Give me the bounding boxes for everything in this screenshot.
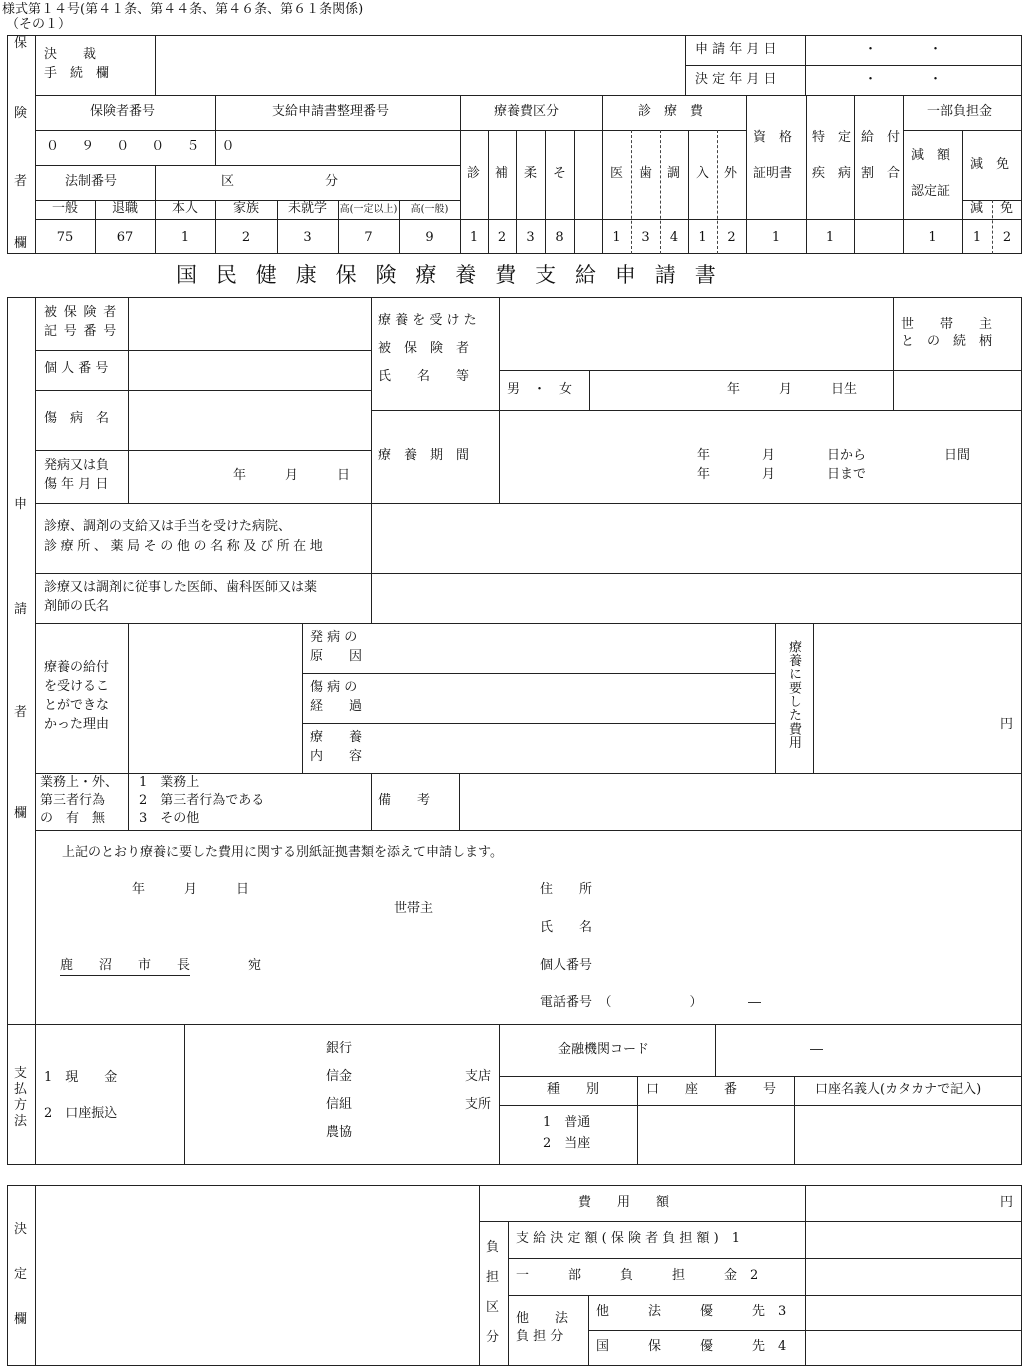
work-label-2: 第三者行為	[40, 793, 106, 808]
period-days[interactable]: 日間	[944, 448, 971, 463]
sub-h-7: 高(一般)	[410, 204, 449, 215]
acct-no-field[interactable]	[640, 1108, 791, 1162]
burden-side-4: 分	[486, 1330, 500, 1345]
applicant-side-3: 者	[14, 705, 28, 720]
apply-date-label: 申 請 年 月 日	[695, 42, 777, 57]
cat-col-2: 補	[495, 166, 509, 181]
insurer-side-3: 者	[14, 174, 28, 189]
work-label-1: 業務上・外、	[40, 775, 119, 790]
cat-v-3: 3	[526, 230, 535, 245]
insurer-side-1: 保	[14, 36, 28, 51]
decide-date-dots[interactable]: ・ ・	[864, 72, 943, 87]
burden-row-3: 他 法 優 先 3	[596, 1304, 787, 1319]
recipient-1: 療 養 を 受 け た	[378, 313, 477, 328]
burden-row-1: 支 給 決 定 額 ( 保 険 者 負 担 額 ) 1	[516, 1231, 741, 1246]
sub-h-2: 退職	[111, 201, 138, 216]
decision-side-2: 定	[14, 1267, 28, 1282]
acct-type-label: 種 別	[547, 1082, 600, 1097]
sub-v-3: 1	[180, 230, 190, 245]
cat-col-4: そ	[553, 166, 567, 181]
exemption-label: 減 免	[970, 157, 1010, 172]
sub-h-4: 家族	[232, 201, 259, 216]
progress-label-2: 経 過	[310, 699, 363, 714]
household-rel-2: と の 続 柄	[901, 334, 993, 349]
insurer-no-label: 保険者番号	[90, 104, 156, 119]
personal-no-field[interactable]	[131, 353, 368, 387]
sub-v-7: 9	[425, 230, 434, 245]
content-label-2: 内 容	[310, 749, 363, 764]
progress-label-1: 傷 病 の	[310, 680, 358, 695]
fin-code-label: 金融機関コード	[558, 1042, 650, 1057]
legal-no-label: 法制番号	[65, 174, 118, 189]
phone-label[interactable]: 電話番号 （ ） ―	[540, 995, 762, 1010]
name-label: 氏 名	[540, 920, 593, 935]
acct-no-label: 口 座 番 号	[646, 1082, 777, 1097]
recipient-name-field[interactable]	[502, 300, 890, 367]
sub-v-1: 75	[56, 230, 74, 245]
reason-label-4: かった理由	[44, 717, 110, 732]
form-number: 様式第１４号(第４１条、第４４条、第４６条、第６１条関係)	[2, 2, 364, 17]
reason-label-3: とができな	[44, 698, 110, 713]
content-label-1: 療 養	[310, 730, 363, 745]
cat-col-3: 柔	[524, 166, 538, 181]
insured-no-field[interactable]	[131, 300, 368, 347]
bank-type-2: 信金	[326, 1069, 353, 1084]
address-label: 住 所	[540, 882, 593, 897]
fee-v-5: 2	[727, 230, 736, 245]
sub-h-1: 一般	[51, 201, 78, 216]
decision-side-3: 欄	[14, 1312, 28, 1327]
qualification-2: 証明書	[753, 166, 793, 181]
exempt-h-2: 免	[1000, 201, 1014, 216]
payment-side-4: 法	[14, 1114, 28, 1129]
burden-side-2: 担	[486, 1270, 500, 1285]
personal-no2-label: 個人番号	[540, 958, 593, 973]
cause-label-2: 原 因	[310, 649, 363, 664]
apply-date-dots[interactable]: ・ ・	[864, 42, 943, 57]
exempt-v-2: 2	[1002, 230, 1012, 245]
payment-side-2: 払	[14, 1082, 28, 1097]
partial-burden-field[interactable]	[808, 1261, 1019, 1292]
addressee: 鹿 沼 市 長	[60, 958, 190, 976]
medical-fee-label: 診 療 費	[638, 104, 704, 119]
burden-side-3: 区	[486, 1300, 500, 1315]
head-label: 世帯主	[394, 901, 434, 916]
acct-type-2[interactable]: 2 当座	[543, 1136, 591, 1151]
sex-select[interactable]: 男 ・ 女	[507, 382, 573, 397]
acct-holder-label: 口座名義人(カタカナで記入)	[815, 1082, 982, 1097]
work-option-1[interactable]: 1 業務上	[139, 775, 200, 790]
facility-label-1: 診療、調剤の支給又は手当を受けた病院、	[44, 519, 292, 534]
cause-label-1: 発 病 の	[310, 630, 358, 645]
applicant-side-2: 請	[14, 602, 28, 617]
work-label-3: の 有 無	[40, 811, 106, 826]
fee-v-4: 1	[698, 230, 707, 245]
other-law-1: 他 法	[516, 1311, 569, 1326]
apply-date[interactable]: 年 月 日	[132, 882, 250, 897]
declaration: 上記のとおり療養に要した費用に関する別紙証拠書類を添えて申請します。	[62, 845, 503, 860]
specific-disease-2: 疾 病	[812, 166, 852, 181]
reason-label-1: 療養の給付	[44, 660, 110, 675]
insurer-side-4: 欄	[14, 236, 28, 251]
benefit-rate-2: 割 合	[861, 166, 901, 181]
cost-amount-label: 費 用 額	[578, 1195, 670, 1210]
form-sub: （その１）	[6, 17, 72, 32]
exempt-h-1: 減	[970, 201, 984, 216]
progress-field[interactable]	[374, 676, 772, 720]
insured-no-1: 被 保 険 者	[44, 305, 118, 320]
acct-holder-field[interactable]	[797, 1108, 1019, 1162]
reduction-cert-1: 減 額	[911, 148, 951, 163]
bank-type-4: 農協	[326, 1125, 353, 1140]
decision-field[interactable]	[38, 1188, 476, 1363]
branch-type-2: 支所	[465, 1097, 492, 1112]
facility-label-2: 診 療 所 、 薬 局 そ の 他 の 名 称 及 び 所 在 地	[44, 539, 323, 554]
sub-v-2: 67	[116, 230, 134, 245]
insurer-no-value: ０ ９ ０ ０ ５ ０	[46, 139, 240, 154]
onset-date[interactable]: 年 月 日	[233, 468, 351, 483]
branch-type-1: 支店	[465, 1069, 492, 1084]
payment-side-3: 方	[14, 1098, 28, 1113]
sub-v-4: 2	[241, 230, 251, 245]
exempt-v-1: 1	[972, 230, 982, 245]
insured-no-2: 記 号 番 号	[44, 324, 118, 339]
cost-field[interactable]	[816, 626, 996, 770]
work-option-3[interactable]: 3 その他	[139, 811, 200, 826]
period-label: 療 養 期 間	[378, 448, 470, 463]
insurer-side-2: 険	[14, 106, 28, 121]
method-2[interactable]: 2 口座振込	[44, 1106, 118, 1121]
birth-date[interactable]: 年 月 日生	[727, 382, 858, 397]
sub-h-6: 高(一定以上)	[339, 204, 398, 215]
reduction-v: 1	[928, 230, 937, 245]
content-field[interactable]	[374, 726, 772, 770]
other-law-2: 負 担 分	[516, 1329, 564, 1344]
work-option-2[interactable]: 2 第三者行為である	[139, 793, 265, 808]
recipient-2: 被 保 険 者	[378, 341, 470, 356]
benefit-rate-1: 給 付	[861, 130, 901, 145]
facility-field[interactable]	[374, 506, 1019, 570]
benefit-amount-field[interactable]	[808, 1224, 1019, 1255]
bank-type-3: 信組	[326, 1097, 353, 1112]
reason-label-2: を受けるこ	[44, 679, 110, 694]
decision-proc-1: 決 裁	[44, 47, 97, 62]
recipient-3: 氏 名 等	[378, 369, 470, 384]
burden-row-4: 国 保 優 先 4	[596, 1339, 787, 1354]
remarks-field[interactable]	[462, 776, 1019, 827]
decision-proc-2: 手 続 欄	[44, 66, 110, 81]
nhi-priority-field[interactable]	[808, 1333, 1019, 1363]
onset-label-1: 発病又は負	[44, 458, 110, 473]
period-from[interactable]: 年 月 日から	[697, 448, 867, 463]
cat-v-1: 1	[469, 230, 479, 245]
addressee-suffix: 宛	[248, 958, 262, 973]
fee-col-4: 入	[696, 166, 710, 181]
cost-yen: 円	[1000, 717, 1014, 732]
fee-v-2: 3	[641, 230, 650, 245]
sub-v-5: 3	[303, 230, 312, 245]
decision-side-1: 決	[14, 1222, 28, 1237]
doctor-field[interactable]	[374, 576, 1019, 620]
household-rel-1: 世 帯 主	[901, 317, 993, 332]
onset-label-2: 傷 年 月 日	[44, 477, 109, 492]
cause-field[interactable]	[374, 626, 772, 670]
payment-side-1: 支	[14, 1066, 28, 1081]
applicant-side-1: 申	[14, 497, 28, 512]
cat-v-4: 8	[555, 230, 564, 245]
remarks-label: 備 考	[378, 793, 431, 808]
cat-col-1: 診	[467, 166, 481, 181]
cost-amount-field[interactable]	[808, 1188, 998, 1218]
fee-col-5: 外	[724, 166, 738, 181]
doctor-label-2: 剤師の氏名	[44, 599, 110, 614]
fee-v-3: 4	[669, 230, 679, 245]
reason-field[interactable]	[131, 626, 299, 770]
decide-date-label: 決 定 年 月 日	[695, 72, 777, 87]
qualification-1: 資 格	[753, 130, 793, 145]
applicant-side-4: 欄	[14, 806, 28, 821]
sub-h-3: 本人	[171, 201, 198, 216]
page-title: 国民健康保険療養費支給申請書	[176, 263, 735, 287]
fee-col-2: 歯	[639, 166, 653, 181]
cost-category-label: 療養費区分	[494, 104, 560, 119]
acct-type-1[interactable]: 1 普通	[543, 1115, 591, 1130]
qual-v: 1	[771, 230, 781, 245]
burden-side-1: 負	[486, 1240, 500, 1255]
fee-col-3: 調	[667, 166, 681, 181]
bank-name-field[interactable]	[188, 1027, 496, 1162]
partial-burden-label: 一部負担金	[927, 104, 993, 119]
burden-row-2: 一 部 負 担 金 2	[516, 1268, 759, 1283]
fin-code-dash[interactable]: ―	[810, 1042, 823, 1057]
cost-required-label: 療養に要した費用	[786, 640, 801, 750]
cat-v-2: 2	[497, 230, 507, 245]
specific-disease-1: 特 定	[812, 130, 852, 145]
reduction-cert-2: 認定証	[911, 184, 951, 199]
sub-h-5: 未就学	[287, 201, 327, 216]
injury-name-label: 傷 病 名	[44, 411, 110, 426]
bank-type-1: 銀行	[326, 1041, 353, 1056]
cost-amount-yen: 円	[1000, 1195, 1014, 1210]
personal-no-label: 個 人 番 号	[44, 361, 109, 376]
period-to[interactable]: 年 月 日まで	[697, 467, 867, 482]
doctor-label-1: 診療又は調剤に従事した医師、歯科医師又は薬	[44, 580, 318, 595]
injury-name-field[interactable]	[131, 393, 368, 447]
method-1[interactable]: 1 現 金	[44, 1070, 118, 1085]
fee-v-1: 1	[612, 230, 621, 245]
fee-col-1: 医	[610, 166, 624, 181]
other-law-field[interactable]	[808, 1298, 1019, 1327]
category-label: 区 分	[221, 174, 339, 189]
claim-no-label: 支給申請書整理番号	[272, 104, 390, 119]
disease-v: 1	[825, 230, 835, 245]
sub-v-6: 7	[364, 230, 373, 245]
